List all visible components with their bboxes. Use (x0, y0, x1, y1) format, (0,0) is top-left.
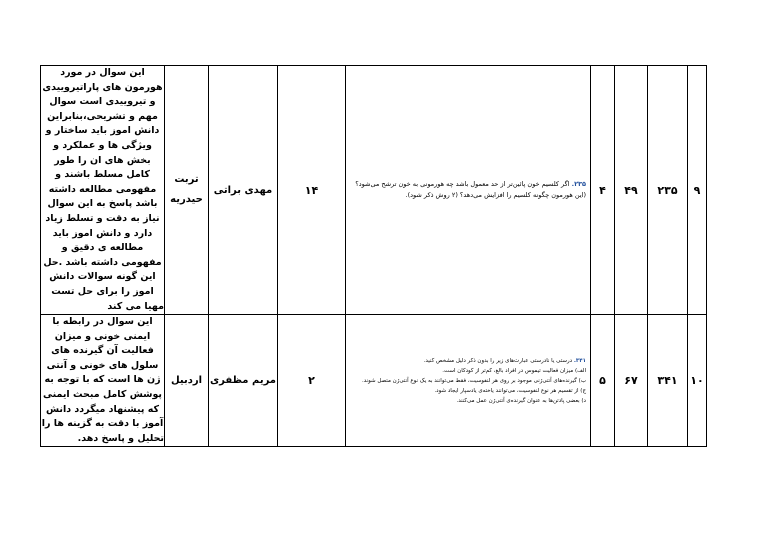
city-name: تربت حیدریه (165, 66, 209, 315)
question-cell (346, 315, 591, 447)
question-item: د) بعضی پادتن‌ها به عنوان گیرنده‌ی آنتی‌ژن عمل می‌کنند. (456, 397, 586, 404)
question-number: ۳۴۱ (648, 315, 688, 447)
teacher-name: مهدی براتی (209, 66, 278, 315)
page-number: ۴۹ (615, 66, 648, 315)
question-item: ب) گیرنده‌های آنتی‌ژنی موجود بر روی هر لنفوسیت، فقط می‌توانند به یک نوع آنتی‌ژن متصل شوند. (362, 377, 586, 384)
table-row (41, 315, 707, 447)
city-name: اردبیل (165, 315, 209, 447)
question-label: ۲۳۵. (571, 180, 586, 189)
grade-value: ۴ (591, 66, 615, 315)
questions-table (40, 65, 707, 447)
grade-value: ۵ (591, 315, 615, 447)
teacher-name: مریم مظفری (209, 315, 278, 447)
row-number: ۹ (688, 66, 707, 315)
table-row (41, 66, 707, 315)
analysis-comment: این سوال در مورد هورمون های پاراتیروییدی و تیروییدی است سوال مهم و تشریحی،بنابراین دانش اموز باید ساختار و ویژگی ها و عملکرد و بخش های ان را طور کامل مسلط باشند و مفهومی مطالعه داشته باشد پاسخ به این سوال نیاز به دقت و تسلط زیاد دارد و دانش اموز باید مطالعه ی دقیق و مفهومی داشته باشد .حل این گونه سوالات دانش اموز را برای حل تست مهیا می کند (41, 66, 165, 315)
question-label: ۳۴۱. (573, 357, 586, 364)
question-item: الف) میزان فعالیت تیموس در افراد بالغ، کم‌تر از کودکان است. (442, 367, 586, 374)
count-value: ۲ (278, 315, 346, 447)
row-number: ۱۰ (688, 315, 707, 447)
question-item: ج) از تقسیم هر نوع لنفوسیت، می‌توانند یاخته‌ی یادسپار ایجاد شود. (434, 387, 586, 394)
page-number: ۶۷ (615, 315, 648, 447)
question-text: درستی یا نادرستی عبارت‌های زیر را بدون ذکر دلیل مشخص کنید. (423, 357, 573, 364)
question-text: اگر کلسیم خون پائین‌تر از حد معمول باشد چه هورمونی به خون ترشح می‌شود؟ (355, 180, 570, 189)
question-cell (346, 66, 591, 315)
analysis-comment: این سوال در رابطه با ایمنی خونی و میزان فعالیت آن گیرنده های سلول های خونی و آنتی ژن ها است که با توجه به پوشش کامل مبحث ایمنی که پیشنهاد میگردد دانش آموز با دقت به گزینه ها را تحلیل و پاسخ دهد. (41, 315, 165, 447)
question-number: ۲۳۵ (648, 66, 688, 315)
question-subtext: (این هورمون چگونه کلسیم را افزایش می‌دهد؟ (۲ روش ذکر شود). (405, 191, 586, 200)
count-value: ۱۴ (278, 66, 346, 315)
